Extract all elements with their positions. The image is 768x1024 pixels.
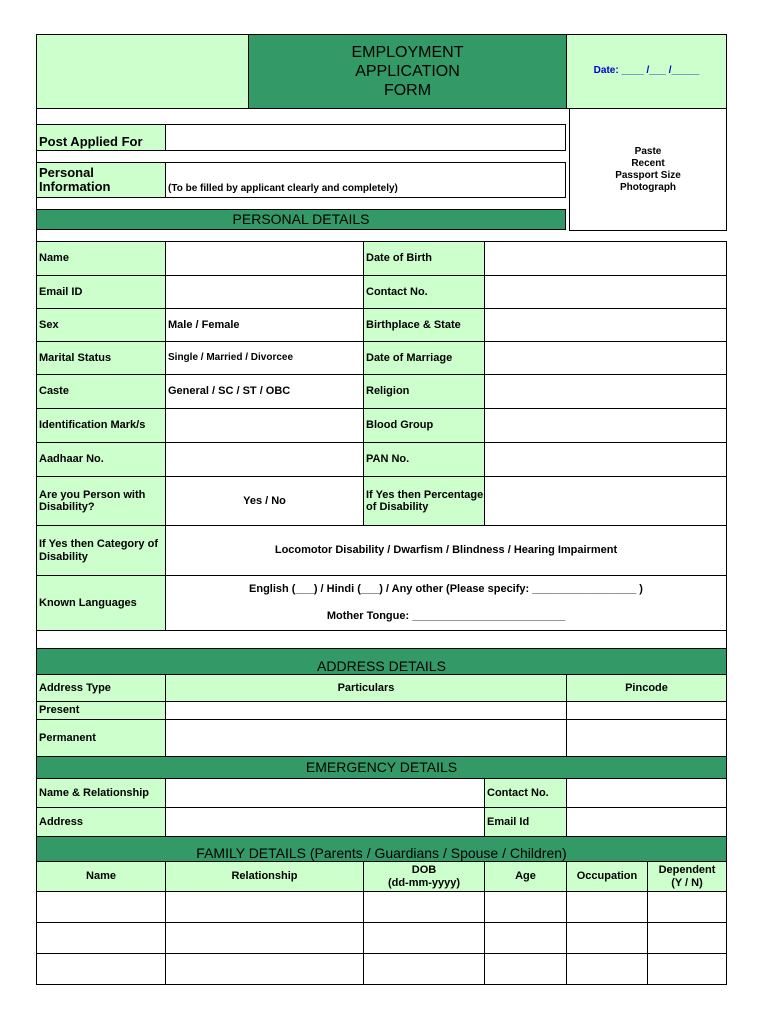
personal-label: Blood Group [363, 408, 485, 443]
personal-label: Email ID [36, 275, 166, 309]
emergency-contact-input[interactable] [566, 778, 727, 808]
family-cell[interactable] [363, 922, 485, 954]
family-cell[interactable] [165, 922, 364, 954]
personal-value[interactable] [484, 308, 727, 342]
personal-value[interactable] [484, 476, 727, 526]
header-logo-area [36, 34, 249, 109]
post-applied-input[interactable] [165, 124, 566, 151]
pincode-present-input[interactable] [566, 701, 727, 720]
languages-value[interactable]: English (___) / Hindi (___) / Any other (Please specify: _________________ ) Mother Tongue: _________________________ [165, 575, 727, 631]
family-col-name: Name [36, 861, 166, 892]
personal-label: Date of Birth [363, 241, 485, 276]
emergency-name-input[interactable] [165, 778, 485, 808]
spacer-row [36, 630, 727, 649]
personal-info-label: Personal Information [36, 162, 166, 198]
address-present-label: Present [36, 701, 166, 720]
personal-details-heading: PERSONAL DETAILS [36, 209, 566, 230]
personal-label: Name [36, 241, 166, 276]
family-cell[interactable] [36, 922, 166, 954]
personal-value[interactable] [484, 408, 727, 443]
personal-label: Identification Mark/s [36, 408, 166, 443]
address-present-input[interactable] [165, 701, 567, 720]
pincode-permanent-input[interactable] [566, 719, 727, 757]
personal-value[interactable] [484, 374, 727, 409]
personal-value[interactable] [165, 408, 364, 443]
personal-label: Sex [36, 308, 166, 342]
personal-value[interactable] [484, 241, 727, 276]
personal-label: PAN No. [363, 442, 485, 477]
address-col-type: Address Type [36, 674, 166, 702]
emergency-address-label: Address [36, 807, 166, 837]
family-cell[interactable] [484, 891, 567, 923]
form-title: EMPLOYMENT APPLICATION FORM [248, 34, 567, 109]
personal-label: Aadhaar No. [36, 442, 166, 477]
personal-label: Contact No. [363, 275, 485, 309]
personal-label: Marital Status [36, 341, 166, 375]
personal-value[interactable] [484, 275, 727, 309]
family-cell[interactable] [566, 953, 648, 985]
family-col-dependent: Dependent (Y / N) [647, 861, 727, 892]
family-cell[interactable] [165, 953, 364, 985]
family-cell[interactable] [647, 891, 727, 923]
family-col-age: Age [484, 861, 567, 892]
family-cell[interactable] [36, 891, 166, 923]
disability-category-label: If Yes then Category of Disability [36, 525, 166, 576]
family-cell[interactable] [647, 922, 727, 954]
personal-value[interactable] [165, 442, 364, 477]
personal-value[interactable]: General / SC / ST / OBC [165, 374, 364, 409]
personal-value[interactable] [165, 241, 364, 276]
address-col-pincode: Pincode [566, 674, 727, 702]
family-col-dob: DOB (dd-mm-yyyy) [363, 861, 485, 892]
personal-info-note: (To be filled by applicant clearly and completely) [165, 162, 566, 198]
emergency-name-label: Name & Relationship [36, 778, 166, 808]
personal-value[interactable] [484, 442, 727, 477]
personal-label: Birthplace & State [363, 308, 485, 342]
family-cell[interactable] [484, 953, 567, 985]
emergency-email-input[interactable] [566, 807, 727, 837]
personal-value[interactable]: Male / Female [165, 308, 364, 342]
family-cell[interactable] [363, 953, 485, 985]
family-cell[interactable] [566, 891, 648, 923]
languages-label: Known Languages [36, 575, 166, 631]
address-col-particulars: Particulars [165, 674, 567, 702]
family-cell[interactable] [165, 891, 364, 923]
post-applied-label: Post Applied For [36, 124, 166, 151]
family-heading: FAMILY DETAILS (Parents / Guardians / Spouse / Children) [36, 836, 727, 862]
family-cell[interactable] [647, 953, 727, 985]
personal-label: Are you Person with Disability? [36, 476, 166, 526]
address-heading: ADDRESS DETAILS [36, 648, 727, 675]
personal-label: Religion [363, 374, 485, 409]
date-field[interactable]: Date: ____ /___ /_____ [566, 34, 727, 109]
personal-value[interactable] [165, 275, 364, 309]
personal-label: Date of Marriage [363, 341, 485, 375]
disability-category-value[interactable]: Locomotor Disability / Dwarfism / Blindness / Hearing Impairment [165, 525, 727, 576]
family-cell[interactable] [484, 922, 567, 954]
address-permanent-input[interactable] [165, 719, 567, 757]
personal-value[interactable] [484, 341, 727, 375]
family-col-relationship: Relationship [165, 861, 364, 892]
emergency-email-label: Email Id [484, 807, 567, 837]
emergency-contact-label: Contact No. [484, 778, 567, 808]
family-cell[interactable] [566, 922, 648, 954]
photo-box[interactable]: Paste Recent Passport Size Photograph [569, 108, 727, 231]
family-cell[interactable] [36, 953, 166, 985]
personal-value[interactable]: Yes / No [165, 476, 364, 526]
emergency-heading: EMERGENCY DETAILS [36, 756, 727, 779]
family-cell[interactable] [363, 891, 485, 923]
emergency-address-input[interactable] [165, 807, 485, 837]
personal-label: If Yes then Percentage of Disability [363, 476, 485, 526]
personal-value[interactable]: Single / Married / Divorcee [165, 341, 364, 375]
family-col-occupation: Occupation [566, 861, 648, 892]
personal-label: Caste [36, 374, 166, 409]
address-permanent-label: Permanent [36, 719, 166, 757]
